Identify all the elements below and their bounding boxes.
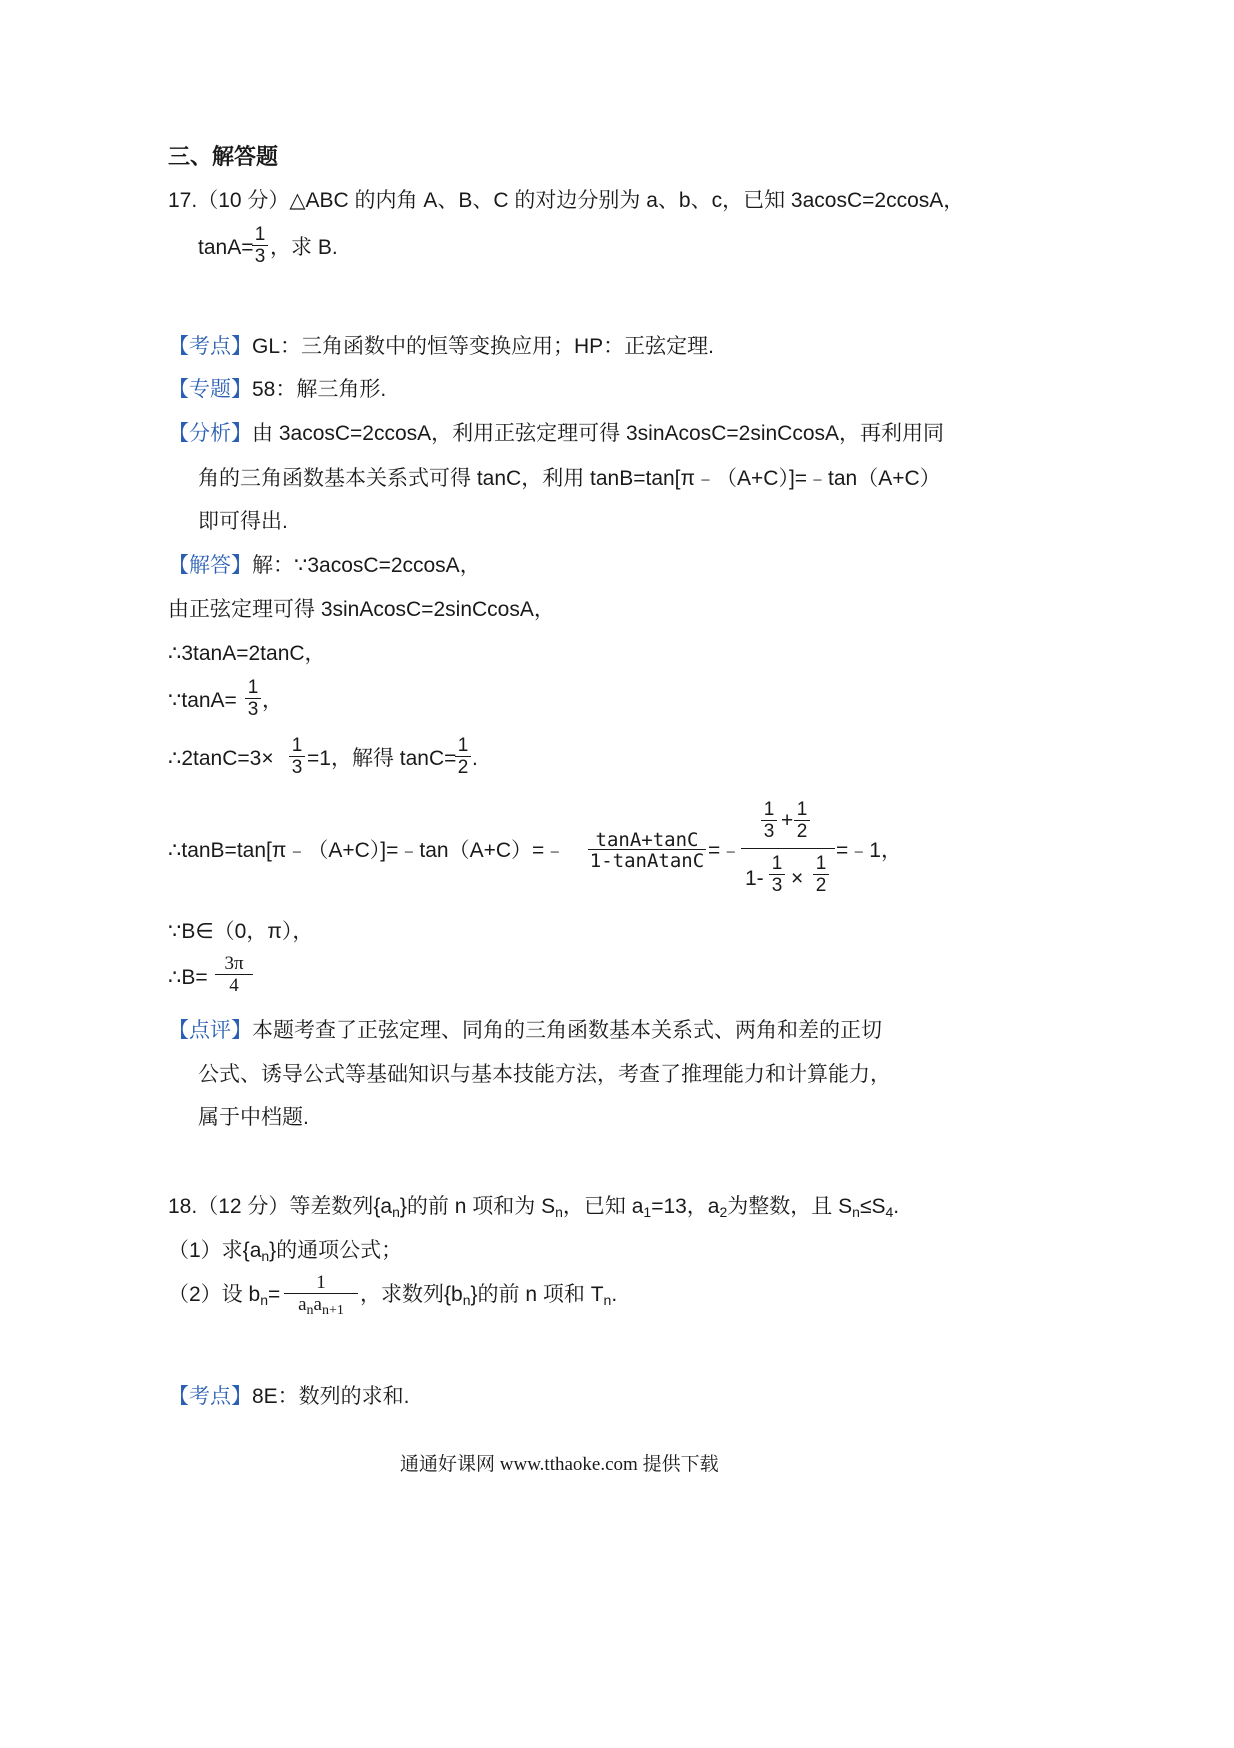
q18-l3-d: }的前 n 项和 T [470,1283,604,1306]
q17-fraction [252,225,268,268]
q18-l3-c: ，求数列{b [360,1283,463,1306]
kaodian-tag: 【考点】 [168,1385,252,1408]
jieda-17-line1 [168,555,481,576]
fraction-num: 1 [763,799,775,820]
sub-1: 1 [643,1204,652,1220]
compound-times: × [791,867,804,890]
q17-line2-pre: tanA= [198,236,254,259]
kaodian-tag: 【考点】 [168,335,252,358]
jieda-17-line5-fraction2 [455,736,471,779]
sub-n: n [603,1292,612,1308]
fraction-num: tanA+tanC [595,829,699,851]
fraction-den: 3 [247,699,259,720]
kaodian-text: 8E：数列的求和. [252,1385,410,1408]
compound-den-one: 1- [745,867,764,890]
fraction-num: 1 [316,1272,326,1293]
q18-l2-a: （1）求{a [168,1239,262,1262]
jieda-17-line2: 由正弦定理可得 3sinAcosC=2sinCcosA， [168,598,555,621]
jieda-17-line6-mid: =﹣ [708,839,742,862]
jieda-17-line6-pre: ∴tanB=tan[π﹣（A+C）]=﹣tan（A+C）=﹣ [168,839,566,862]
jieda-17-line5-a: ∴2tanC=3× [168,747,274,770]
fraction-den: 1-tanAtanC [589,850,705,872]
den-sub-n: n [306,1303,314,1318]
q17-fraction-num: 1 [254,224,266,245]
sub-n: n [392,1204,400,1220]
q18-line3-post [360,1284,617,1307]
sub-n: n [852,1204,860,1220]
q18-l1-c: ，已知 a [562,1195,644,1218]
q18-l1-e: 为整数，且 S [727,1195,853,1218]
fraction-den: 3 [291,757,303,778]
fraction-num: 1 [815,853,827,874]
q18-l3-b: = [268,1283,281,1306]
sub-n: n [555,1204,563,1220]
q18-l1-f: ≤S [859,1195,886,1218]
q18-line1 [168,1196,899,1219]
fenxi-17-line2: 角的三角函数基本关系式可得 tanC，利用 tanB=tan[π﹣（A+C）]=﹣tan（A+C） [198,467,941,490]
den-a: a [298,1294,307,1315]
q17-line2-post: ，求 B. [270,236,338,259]
fraction-num: 1 [291,735,303,756]
den-a2: a [313,1294,322,1315]
kaodian-text: GL：三角函数中的恒等变换应用；HP：正弦定理. [252,335,715,358]
q18-l1-g: . [893,1195,900,1218]
fenxi-17-line1 [168,423,944,444]
fraction-den: 2 [457,757,469,778]
footer-credit: 通通好课网 www.tthaoke.com 提供下载 [400,1454,719,1475]
fraction-num: 3π [224,953,244,974]
q17-line1: 17.（10 分）△ABC 的内角 A、B、C 的对边分别为 a、b、c，已知 3acosC=2ccosA， [168,189,965,212]
q18-l1-a: 18.（12 分）等差数列{a [168,1195,393,1218]
compound-den-frac1 [769,854,785,897]
zhuanti-tag: 【专题】 [168,378,252,401]
jieda-17-line3: ∴3tanA=2tanC， [168,642,326,665]
zhuanti-text: 58：解三角形. [252,378,387,401]
zhuanti-17 [168,379,386,400]
jieda-17-line5-b: =1，解得 tanC= [307,747,457,770]
fraction-num: 1 [247,677,259,698]
q18-l1-b: }的前 n 项和为 S [399,1195,556,1218]
fraction-den: 3 [771,875,783,896]
jieda-17-line8-pre: ∴B= [168,966,208,989]
fraction-num: 1 [796,799,808,820]
fenxi-17-line3: 即可得出. [198,510,288,533]
sub-2: 2 [719,1204,728,1220]
dianping-17-line3: 属于中档题. [198,1106,309,1129]
fraction-num: 1 [771,853,783,874]
fraction-den: 3 [763,821,775,842]
fenxi-line1-text: 由 3acosC=2ccosA，利用正弦定理可得 3sinAcosC=2sinCcosA，再利用同 [252,422,945,445]
fraction-den: 2 [815,875,827,896]
jieda-17-line4-pre: ∵tanA= [168,689,237,712]
q18-line2 [168,1240,402,1263]
fraction-den: 2 [796,821,808,842]
fenxi-tag: 【分析】 [168,422,252,445]
dianping-17-line1 [168,1020,882,1041]
jieda-line1-text: 解：∵3acosC=2ccosA， [252,554,481,577]
compound-plus: + [781,809,794,832]
sub-n: n [261,1248,270,1264]
jieda-17-line6-fraction [588,831,706,872]
jieda-17-line8-fraction [215,954,253,997]
kaodian-18 [168,1386,410,1407]
jieda-17-line5-fraction1 [289,736,305,779]
jieda-17-line5-c: . [472,747,478,770]
kaodian-17 [168,336,714,357]
q18-l3-e: . [611,1283,618,1306]
q18-fraction [284,1273,358,1322]
sub-n: n [462,1292,471,1308]
jieda-17-line4-post: ， [262,689,283,712]
dianping-line1-text: 本题考查了正弦定理、同角的三角函数基本关系式、两角和差的正切 [252,1019,882,1042]
q17-fraction-den: 3 [254,246,266,267]
compound-fraction [741,796,835,900]
fraction-den: 4 [229,975,239,996]
q18-l2-b: }的通项公式； [269,1239,403,1262]
fraction-num: 1 [457,735,469,756]
compound-main-bar [741,848,835,849]
q18-line3-pre [168,1284,280,1307]
sub-4: 4 [885,1204,894,1220]
fraction-den [284,1294,358,1322]
jieda-17-line7: ∵B∈（0，π）， [168,920,314,943]
jieda-17-line6-post: =﹣1， [836,839,902,862]
jieda-17-line4-fraction [245,678,261,721]
jieda-tag: 【解答】 [168,554,252,577]
den-sub-n1: n+1 [321,1303,344,1318]
compound-num-frac2 [794,800,810,843]
dianping-17-line2: 公式、诱导公式等基础知识与基本技能方法，考查了推理能力和计算能力， [198,1063,891,1086]
compound-num-frac1 [761,800,777,843]
dianping-tag: 【点评】 [168,1019,252,1042]
compound-den-frac2 [813,854,829,897]
q18-l1-d: =13，a [651,1195,720,1218]
sub-n: n [260,1292,268,1308]
section-title: 三、解答题 [168,144,279,169]
q18-l3-a: （2）设 b [168,1283,261,1306]
